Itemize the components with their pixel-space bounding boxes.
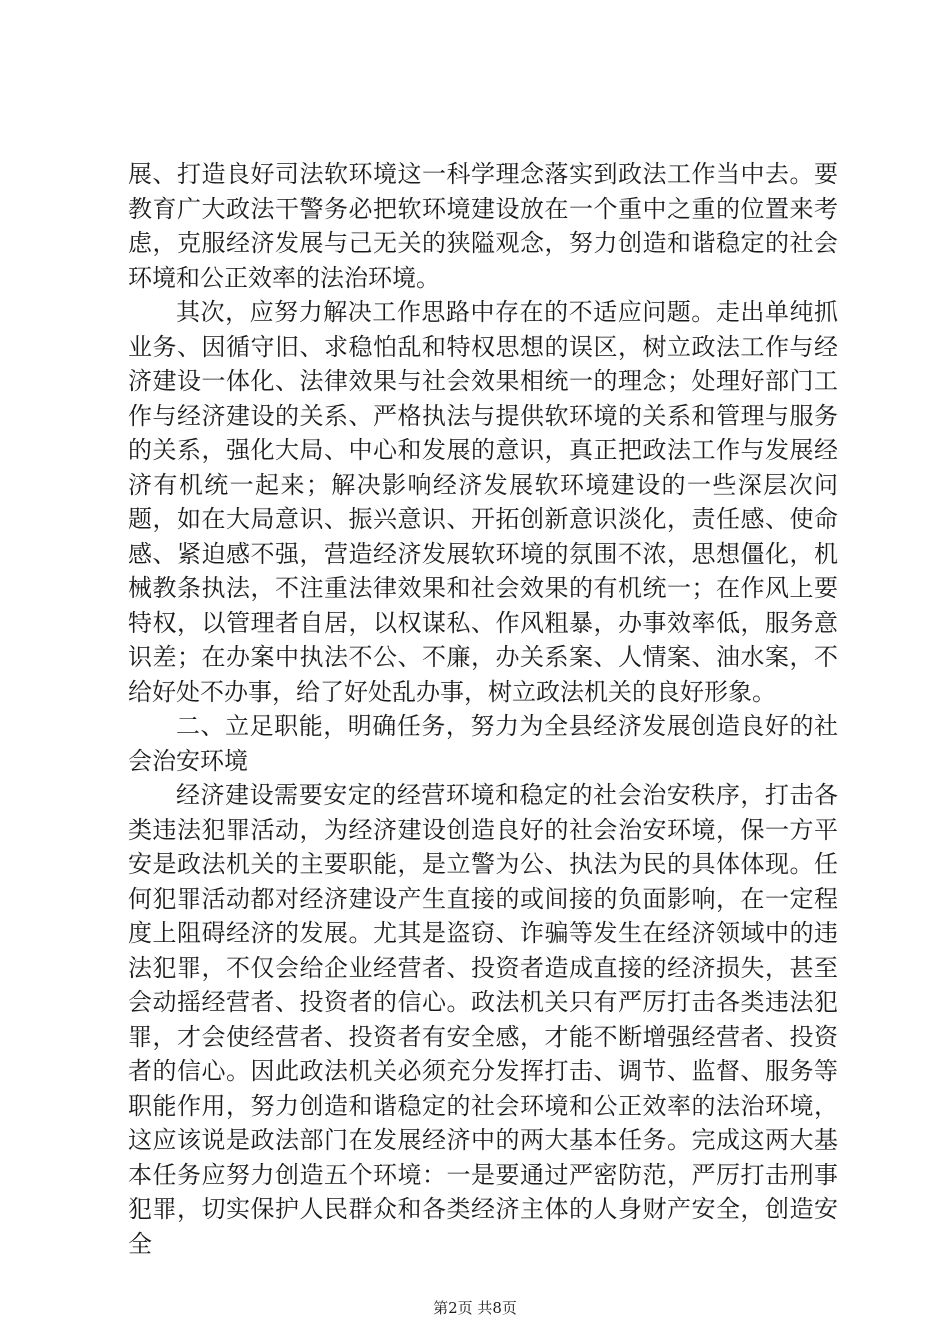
section-heading-two: 二、立足职能，明确任务，努力为全县经济发展创造良好的社会治安环境 [128, 712, 838, 775]
paragraph-continuation: 展、打造良好司法软环境这一科学理念落实到政法工作当中去。要教育广大政法干警务必把软环境建设放在一个重中之重的位置来考虑，克服经济发展与己无关的狭隘观念，努力创造和谐稳定的社会环境和公正效率的法治环境。 [128, 160, 838, 292]
page-number-footer: 第2页 共8页 [433, 1299, 517, 1317]
paragraph-second-point: 其次，应努力解决工作思路中存在的不适应问题。走出单纯抓业务、因循守旧、求稳怕乱和特权思想的误区，树立政法工作与经济建设一体化、法律效果与社会效果相统一的理念；处理好部门工作与经济建设的关系、严格执法与提供软环境的关系和管理与服务的关系，强化大局、中心和发展的意识，真正把政法工作与发展经济有机统一起来；解决影响经济发展软环境建设的一些深层次问题，如在大局意识、振兴意识、开拓创新意识淡化，责任感、使命感、紧迫感不强，营造经济发展软环境的氛围不浓，思想僵化，机械教条执法，不注重法律效果和社会效果的有机统一；在作风上要特权，以管理者自居，以权谋私、作风粗暴，办事效率低，服务意识差；在办案中执法不公、不廉，办关系案、人情案、油水案，不给好处不办事，给了好处乱办事，树立政法机关的良好形象。 [128, 298, 838, 706]
paragraph-economic-construction: 经济建设需要安定的经营环境和稳定的社会治安秩序，打击各类违法犯罪活动，为经济建设创造良好的社会治安环境，保一方平安是政法机关的主要职能，是立警为公、执法为民的具体体现。任何犯罪活动都对经济建设产生直接的或间接的负面影响，在一定程度上阻碍经济的发展。尤其是盗窃、诈骗等发生在经济领域中的违法犯罪，不仅会给企业经营者、投资者造成直接的经济损失，甚至会动摇经营者、投资者的信心。政法机关只有严厉打击各类违法犯罪，才会使经营者、投资者有安全感，才能不断增强经营者、投资者的信心。因此政法机关必须充分发挥打击、调节、监督、服务等职能作用，努力创造和谐稳定的社会环境和公正效率的法治环境，这应该说是政法部门在发展经济中的两大基本任务。完成这两大基本任务应努力创造五个环境：一是要通过严密防范，严厉打击刑事犯罪，切实保护人民群众和各类经济主体的人身财产安全，创造安全 [128, 781, 838, 1258]
document-body [128, 157, 838, 1261]
